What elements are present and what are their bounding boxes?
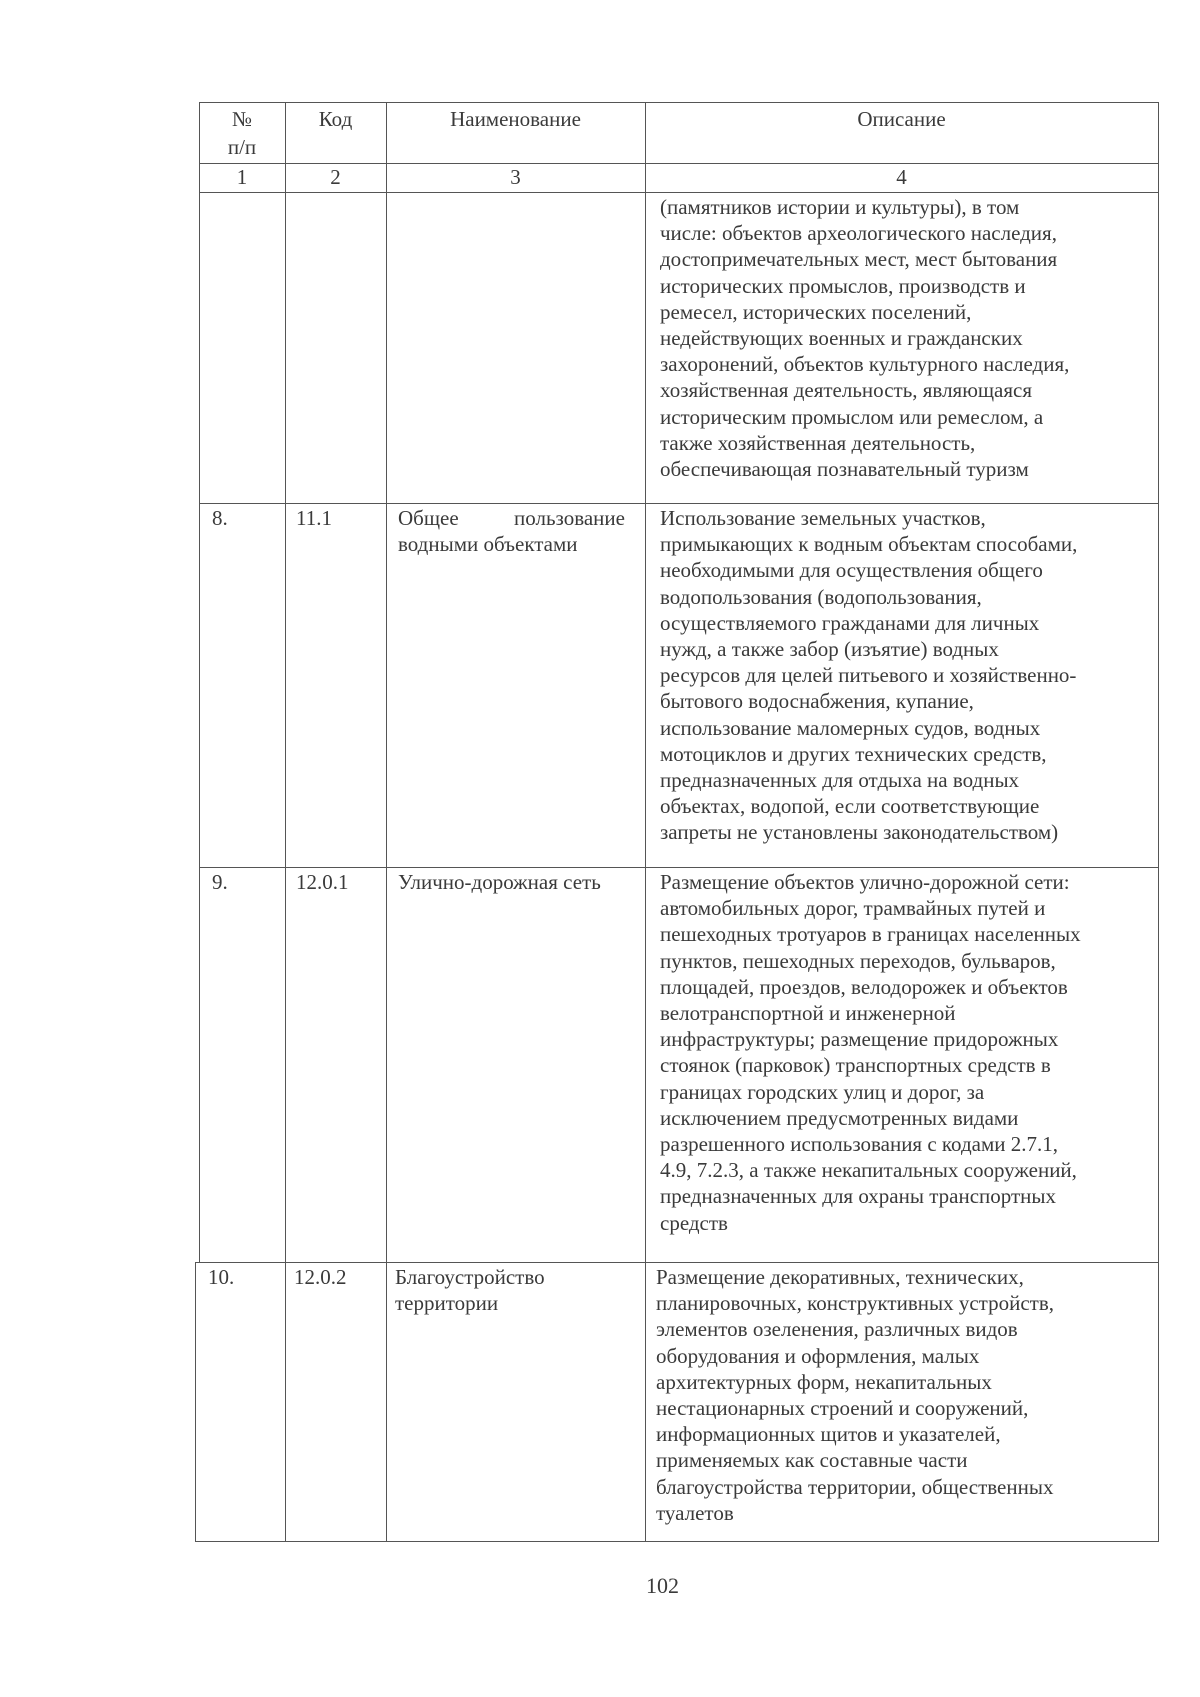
description-line: осуществляемого гражданами для личных [660,610,1040,635]
row-divider [199,503,1159,504]
description-line: мотоциклов и других технических средств, [660,741,1047,766]
description-line: ресурсов для целей питьевого и хозяйственно- [660,663,1077,688]
description-line: пешеходных тротуаров в границах населенных [660,922,1081,947]
description-line: Использование земельных участков, [660,506,986,530]
description-line: инфраструктуры; размещение придорожных [660,1027,1059,1052]
colnum-bottom-border [199,192,1159,193]
description-line: предназначенных для отдыха на водных [660,768,1020,793]
header-code: Код [318,107,353,131]
table-bottom-border [195,1541,1159,1542]
description-line: исключением предусмотренных видами [660,1105,1019,1130]
row-divider [199,867,1159,868]
table-left-border [195,1262,196,1542]
description-line: границах городских улиц и дорог, за [660,1079,985,1104]
description-line: 4.9, 7.2.3, а также некапитальных сооружений, [660,1158,1077,1183]
table-row-number: 10. [208,1265,235,1289]
description-line: благоустройства территории, общественных [656,1474,1054,1499]
description-line: информационных щитов и указателей, [656,1422,1001,1447]
column-divider [645,102,646,1542]
table-row-code: 12.0.2 [294,1265,347,1289]
table-row-number: 9. [212,870,228,894]
description-line: средств [660,1210,728,1235]
description-line: обеспечивающая познавательный туризм [660,457,1029,482]
description-line: нестационарных строений и сооружений, [656,1396,1029,1421]
table-left-border [199,102,200,1262]
table-row-number: 8. [212,506,228,530]
description-line: также хозяйственная деятельность, [660,430,976,455]
description-line: элементов озеленения, различных видов [656,1317,1018,1342]
description-line: захоронений, объектов культурного наследия, [660,352,1070,377]
description-line: бытового водоснабжения, купание, [660,689,974,714]
description-line: запреты не установлены законодательством) [660,820,1059,845]
description-line: примыкающих к водным объектам способами, [660,532,1078,557]
table-row-name: Улично-дорожная сеть [398,870,601,894]
header-no-line2: п/п [227,135,257,159]
page-number: 102 [646,1573,679,1598]
description-line: хозяйственная деятельность, являющаяся [660,378,1033,403]
description-line: историческим промыслом или ремеслом, а [660,404,1044,429]
header-description: Описание [857,107,946,131]
column-number: 2 [330,165,341,189]
description-line: исторических промыслов, производств и [660,273,1026,298]
description-line: планировочных, конструктивных устройств, [656,1291,1055,1316]
description-line: стоянок (парковок) транспортных средств в [660,1053,1051,1078]
description-line: туалетов [656,1500,734,1525]
description-line: ремесел, исторических поселений, [660,299,972,324]
table-row-code: 12.0.1 [296,870,349,894]
description-line: необходимыми для осуществления общего [660,558,1043,583]
table-row-code: 11.1 [296,506,332,530]
column-number: 1 [236,165,248,189]
description-line: архитектурных форм, некапитальных [656,1369,992,1394]
description-line: Размещение объектов улично-дорожной сети: [660,870,1070,894]
description-line: достопримечательных мест, мест бытования [660,247,1058,272]
description-line: автомобильных дорог, трамвайных путей и [660,896,1046,921]
header-name: Наименование [450,107,581,131]
description-line: велотранспортной и инженерной [660,1001,956,1026]
description-line: оборудования и оформления, малых [656,1343,980,1368]
table-row-description [660,869,1160,1236]
description-line: предназначенных для охраны транспортных [660,1184,1057,1209]
description-line: Размещение декоративных, технических, [656,1265,1024,1289]
table-row-description [660,194,1160,482]
description-line: пунктов, пешеходных переходов, бульваров, [660,948,1056,973]
description-line: (памятников истории и культуры), в том [660,195,1020,219]
description-line: использование маломерных судов, водных [660,715,1041,740]
table-top-border [199,102,1159,103]
table-row-name: территории [395,1291,499,1315]
column-divider [386,102,387,1542]
description-line: недействующих военных и гражданских [660,326,1023,351]
description-line: разрешенного использования с кодами 2.7.1, [660,1132,1058,1157]
column-number: 4 [896,165,907,189]
description-line: водопользования (водопользования, [660,584,982,609]
description-line: площадей, проездов, велодорожек и объектов [660,974,1068,999]
header-no-line1: № [231,107,253,131]
table-row-name: пользование [514,506,625,530]
table-row-name: водными объектами [398,532,578,556]
description-line: числе: объектов археологического наследия, [660,221,1057,246]
description-line: применяемых как составные части [656,1448,968,1473]
table-row-name: Общее [398,506,459,530]
table-row-name: Благоустройство [395,1265,545,1289]
column-divider [285,102,286,1542]
table-row-description [660,505,1160,846]
table-row-description [656,1264,1156,1526]
description-line: объектах, водопой, если соответствующие [660,794,1040,819]
row-divider [195,1262,1159,1263]
column-number: 3 [510,165,521,189]
description-line: нужд, а также забор (изъятие) водных [660,637,999,662]
